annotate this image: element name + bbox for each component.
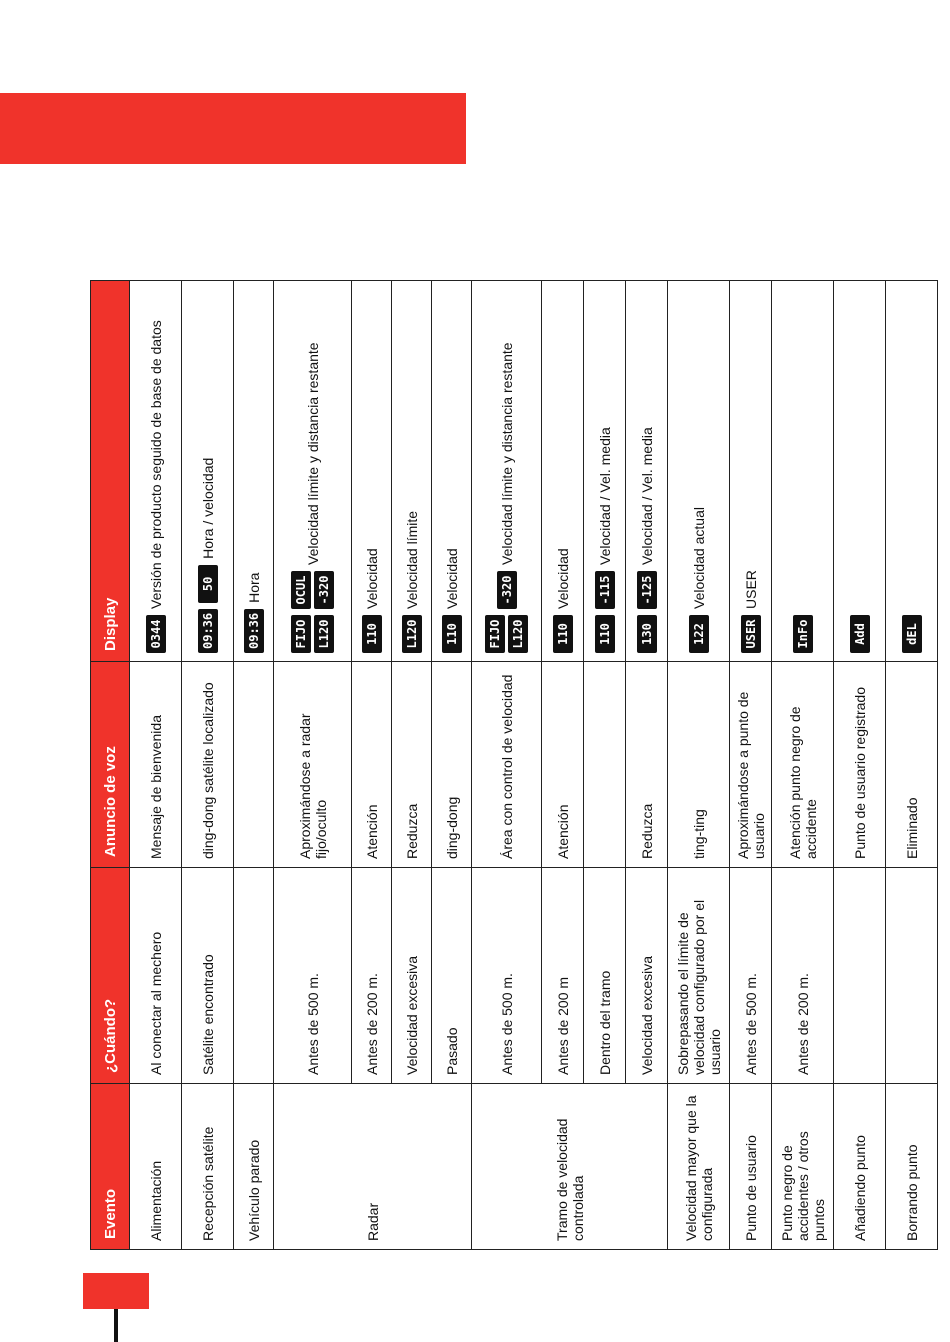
display-readout-chip: -125 xyxy=(637,571,657,609)
header-display: Display xyxy=(91,281,130,662)
cell-display xyxy=(626,281,668,662)
cell-evento: Vehículo parado xyxy=(234,1084,274,1250)
cell-cuando: Velocidad excesiva xyxy=(626,868,668,1084)
cell-cuando xyxy=(834,868,886,1084)
display-chip-group xyxy=(244,609,264,653)
display-chip-group xyxy=(291,571,334,609)
cell-display xyxy=(886,281,938,662)
cell-evento: Borrando punto xyxy=(886,1084,938,1250)
display-content xyxy=(291,289,334,653)
cell-display xyxy=(234,281,274,662)
cell-display xyxy=(542,281,584,662)
cell-anuncio-voz: Mensaje de bienvenida xyxy=(130,662,182,868)
display-description: Velocidad actual xyxy=(690,507,707,609)
header-cuando: ¿Cuándo? xyxy=(91,868,130,1084)
display-content xyxy=(402,289,422,653)
display-description: Velocidad xyxy=(443,548,460,609)
display-content xyxy=(902,289,922,653)
cell-anuncio-voz: ding-dong satélite localizado xyxy=(182,662,234,868)
display-description: Versión de producto seguido de base de datos xyxy=(147,320,164,609)
cell-cuando: Antes de 200 m. xyxy=(352,868,392,1084)
cell-display xyxy=(772,281,834,662)
display-readout-chip: OCUL xyxy=(291,571,311,609)
display-chip-group xyxy=(902,615,922,653)
table-row xyxy=(130,281,182,1250)
display-readout-chip: 130 xyxy=(637,615,657,653)
display-chip-group xyxy=(146,615,166,653)
cell-anuncio-voz: Reduzca xyxy=(626,662,668,868)
display-readout-chip: 110 xyxy=(595,615,615,653)
table-header-row xyxy=(91,281,130,1250)
cell-display xyxy=(392,281,432,662)
cell-display xyxy=(668,281,730,662)
table-row xyxy=(772,281,834,1250)
cell-evento: Radar xyxy=(274,1084,472,1250)
cell-cuando: Pasado xyxy=(432,868,472,1084)
table-row xyxy=(834,281,886,1250)
display-content xyxy=(485,289,528,653)
display-readout-chip: USER xyxy=(741,615,761,653)
cell-display xyxy=(274,281,352,662)
display-chip-group xyxy=(689,615,709,653)
page-tab-marker xyxy=(83,1273,149,1309)
display-content xyxy=(741,289,761,653)
display-chip-group xyxy=(485,615,528,653)
cell-anuncio-voz xyxy=(234,662,274,868)
display-chip-group xyxy=(497,571,517,609)
table-row xyxy=(472,281,542,1250)
cell-cuando: Satélite encontrado xyxy=(182,868,234,1084)
display-readout-chip: FIJO xyxy=(291,615,311,653)
cell-anuncio-voz: Atención xyxy=(352,662,392,868)
cell-anuncio-voz: Área con control de velocidad xyxy=(472,662,542,868)
display-readout-chip: 09:36 xyxy=(198,609,218,653)
cell-anuncio-voz: Atención punto negro de accidente xyxy=(772,662,834,868)
display-readout-chip: InFo xyxy=(793,615,813,653)
display-content xyxy=(244,289,264,653)
display-description: Velocidad xyxy=(554,548,571,609)
display-content xyxy=(146,289,166,653)
cell-cuando: Antes de 500 m. xyxy=(274,868,352,1084)
table-row xyxy=(182,281,234,1250)
cell-cuando: Al conectar al mechero xyxy=(130,868,182,1084)
display-content xyxy=(362,289,382,653)
display-description: Velocidad límite xyxy=(403,510,420,609)
cell-display xyxy=(432,281,472,662)
display-readout-chip: 122 xyxy=(689,615,709,653)
display-readout-chip: -320 xyxy=(314,571,334,609)
display-description: Velocidad xyxy=(363,548,380,609)
display-readout-chip: 0344 xyxy=(146,615,166,653)
cell-evento: Velocidad mayor que la configurada xyxy=(668,1084,730,1250)
cell-anuncio-voz: ting-ting xyxy=(668,662,730,868)
cell-evento: Punto de usuario xyxy=(730,1084,772,1250)
cell-display xyxy=(352,281,392,662)
display-readout-chip: L120 xyxy=(402,615,422,653)
display-content xyxy=(442,289,462,653)
cell-display xyxy=(730,281,772,662)
header-evento: Evento xyxy=(91,1084,130,1250)
cell-display xyxy=(472,281,542,662)
cell-cuando: Antes de 200 m xyxy=(542,868,584,1084)
display-chip-group xyxy=(362,615,382,653)
cell-anuncio-voz: Reduzca xyxy=(392,662,432,868)
display-chip-group xyxy=(198,565,218,603)
cell-anuncio-voz: Aproximándose a punto de usuario xyxy=(730,662,772,868)
cell-anuncio-voz: Eliminado xyxy=(886,662,938,868)
cell-cuando: Antes de 500 m. xyxy=(730,868,772,1084)
events-table xyxy=(90,280,938,1250)
cell-display xyxy=(584,281,626,662)
display-readout-chip: 50 xyxy=(198,565,218,603)
cell-cuando xyxy=(234,868,274,1084)
page-edge-line xyxy=(114,1309,118,1342)
display-chip-group xyxy=(402,615,422,653)
cell-cuando: Dentro del tramo xyxy=(584,868,626,1084)
display-chip-group xyxy=(595,571,615,609)
table-row xyxy=(886,281,938,1250)
cell-display xyxy=(834,281,886,662)
cell-display xyxy=(182,281,234,662)
cell-anuncio-voz: Atención xyxy=(542,662,584,868)
display-description: Velocidad límite y distancia restante xyxy=(304,342,321,565)
display-chip-group xyxy=(291,615,334,653)
display-description: Velocidad límite y distancia restante xyxy=(498,342,515,565)
cell-evento: Añadiendo punto xyxy=(834,1084,886,1250)
cell-cuando: Antes de 500 m. xyxy=(472,868,542,1084)
cell-cuando: Sobrepasando el límite de velocidad configurado por el usuario xyxy=(668,868,730,1084)
display-readout-chip: 110 xyxy=(553,615,573,653)
display-chip-group xyxy=(442,615,462,653)
display-readout-chip: Add xyxy=(850,615,870,653)
cell-anuncio-voz: ding-dong xyxy=(432,662,472,868)
display-content xyxy=(637,289,657,653)
display-chip-group xyxy=(741,615,761,653)
cell-anuncio-voz: Punto de usuario registrado xyxy=(834,662,886,868)
display-readout-chip: -320 xyxy=(497,571,517,609)
display-readout-chip: FIJO xyxy=(485,615,505,653)
display-chip-group xyxy=(553,615,573,653)
display-description: Hora / velocidad xyxy=(199,457,216,559)
display-content xyxy=(553,289,573,653)
cell-evento: Recepción satélite xyxy=(182,1084,234,1250)
header-accent-bar xyxy=(0,93,466,164)
events-table-container xyxy=(90,320,920,1250)
table-row xyxy=(730,281,772,1250)
display-readout-chip: 110 xyxy=(442,615,462,653)
cell-cuando: Antes de 200 m. xyxy=(772,868,834,1084)
display-chip-group xyxy=(637,615,657,653)
display-readout-chip: 09:36 xyxy=(244,609,264,653)
table-body xyxy=(130,281,938,1250)
display-description: Velocidad / Vel. media xyxy=(596,427,613,565)
display-readout-chip: -115 xyxy=(595,571,615,609)
display-description: Hora xyxy=(245,572,262,603)
cell-evento: Punto negro de accidentes / otros puntos xyxy=(772,1084,834,1250)
display-readout-chip: L120 xyxy=(508,615,528,653)
display-readout-chip: dEL xyxy=(902,615,922,653)
display-chip-group xyxy=(637,571,657,609)
header-anuncio-voz: Anuncio de voz xyxy=(91,662,130,868)
cell-display xyxy=(130,281,182,662)
cell-cuando xyxy=(886,868,938,1084)
cell-evento: Tramo de velocidad controlada xyxy=(472,1084,668,1250)
display-chip-group xyxy=(595,615,615,653)
display-description: Velocidad / Vel. media xyxy=(638,427,655,565)
display-chip-group xyxy=(198,609,218,653)
display-readout-chip: 110 xyxy=(362,615,382,653)
display-content xyxy=(793,289,813,653)
display-description: USER xyxy=(742,570,759,609)
table-row xyxy=(668,281,730,1250)
display-chip-group xyxy=(850,615,870,653)
cell-anuncio-voz xyxy=(584,662,626,868)
display-content xyxy=(850,289,870,653)
display-content xyxy=(198,289,218,653)
cell-cuando: Velocidad excesiva xyxy=(392,868,432,1084)
cell-evento: Alimentación xyxy=(130,1084,182,1250)
table-row xyxy=(274,281,352,1250)
cell-anuncio-voz: Aproximándose a radar fijo/oculto xyxy=(274,662,352,868)
display-content xyxy=(689,289,709,653)
display-readout-chip: L120 xyxy=(314,615,334,653)
display-chip-group xyxy=(793,615,813,653)
table-row xyxy=(234,281,274,1250)
display-content xyxy=(595,289,615,653)
